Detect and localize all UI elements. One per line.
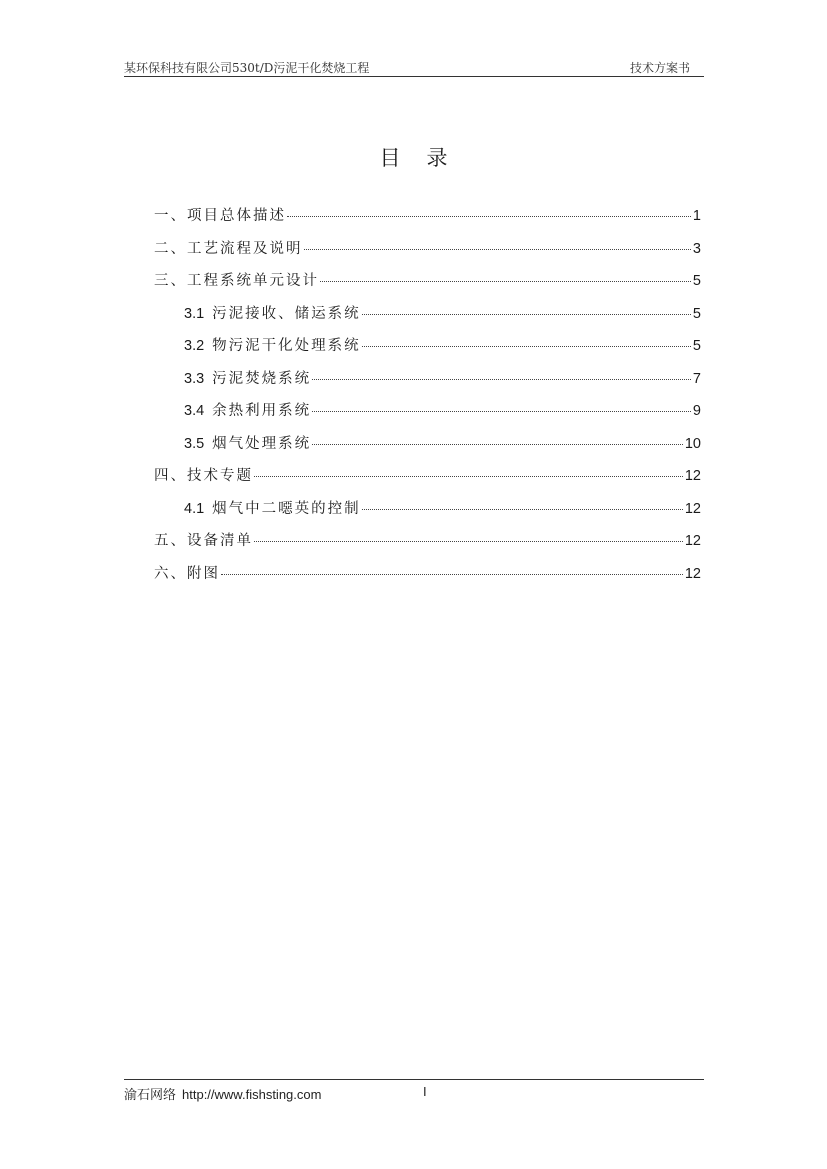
toc-entry-page: 12 — [684, 468, 701, 484]
toc-entry-label: 余热利用系统 — [212, 403, 312, 419]
toc-entry-page: 5 — [692, 305, 701, 322]
toc-entry-4[interactable] — [154, 464, 701, 497]
toc-dot-leader — [254, 541, 683, 542]
toc-entry-3-2[interactable] — [154, 334, 701, 367]
footer-company: 渝石网络 — [124, 1088, 177, 1103]
toc-entry-page: 9 — [692, 403, 701, 419]
toc-entry-page: 5 — [692, 338, 701, 354]
toc-dot-leader — [287, 216, 691, 217]
toc-entry-3[interactable] — [154, 269, 701, 302]
toc-dot-leader — [362, 346, 691, 347]
toc-entry-page: 7 — [692, 370, 701, 387]
toc-entry-number: 3.4 — [184, 403, 205, 419]
toc-entry-page: 12 — [684, 500, 701, 517]
toc-entry-label: 五、设备清单 — [154, 533, 253, 549]
toc-entry-label: 一、项目总体描述 — [154, 208, 286, 224]
header-document-title: 某环保科技有限公司530t/D污泥干化焚烧工程 — [124, 61, 370, 75]
footer-credit — [124, 1084, 321, 1103]
toc-entry-3-1[interactable] — [154, 302, 701, 335]
toc-entry-3-4[interactable] — [154, 399, 701, 432]
page-header — [124, 58, 704, 77]
toc-dot-leader — [312, 411, 691, 412]
toc-entry-page: 10 — [684, 435, 701, 452]
toc-entry-3-3[interactable] — [154, 367, 701, 400]
toc-entry-label: 污泥接收、储运系统 — [212, 305, 361, 322]
toc-title: 目录 — [379, 146, 474, 170]
toc-entry-4-1[interactable] — [154, 497, 701, 530]
toc-entry-2[interactable] — [154, 237, 701, 270]
toc-entry-number: 3.2 — [184, 338, 205, 354]
toc-entry-5[interactable] — [154, 529, 701, 562]
toc-dot-leader — [362, 509, 683, 510]
toc-dot-leader — [312, 379, 691, 380]
toc-entry-label: 二、工艺流程及说明 — [154, 240, 303, 257]
toc-entry-label: 三、工程系统单元设计 — [154, 273, 319, 289]
toc-entry-number: 3.1 — [184, 305, 205, 322]
toc-entry-page: 1 — [692, 208, 701, 224]
toc-entry-number: 3.5 — [184, 435, 205, 452]
page-footer — [124, 1079, 704, 1103]
header-document-type: 技术方案书 — [629, 61, 690, 75]
toc-entry-label: 污泥焚烧系统 — [212, 370, 312, 387]
toc-entry-label: 四、技术专题 — [154, 468, 253, 484]
toc-entry-page: 5 — [692, 273, 701, 289]
toc-entry-label: 烟气中二噁英的控制 — [212, 500, 361, 517]
toc-entry-page: 3 — [692, 240, 701, 257]
footer-url-link[interactable]: http://www.fishsting.com — [182, 1087, 322, 1102]
toc-entry-3-5[interactable] — [154, 432, 701, 465]
footer-page-number: I — [423, 1084, 427, 1099]
toc-dot-leader — [362, 314, 691, 315]
table-of-contents — [154, 204, 701, 594]
toc-entry-label: 六、附图 — [154, 565, 220, 582]
toc-dot-leader — [320, 281, 691, 282]
toc-dot-leader — [221, 574, 683, 575]
toc-dot-leader — [254, 476, 683, 477]
toc-dot-leader — [312, 444, 683, 445]
toc-dot-leader — [304, 249, 691, 250]
toc-entry-page: 12 — [684, 533, 701, 549]
toc-entry-label: 烟气处理系统 — [212, 435, 312, 452]
toc-entry-number: 4.1 — [184, 500, 205, 517]
toc-entry-1[interactable] — [154, 204, 701, 237]
toc-entry-label: 物污泥干化处理系统 — [212, 338, 361, 354]
toc-entry-page: 12 — [684, 565, 701, 582]
toc-entry-number: 3.3 — [184, 370, 205, 387]
toc-entry-6[interactable] — [154, 562, 701, 595]
